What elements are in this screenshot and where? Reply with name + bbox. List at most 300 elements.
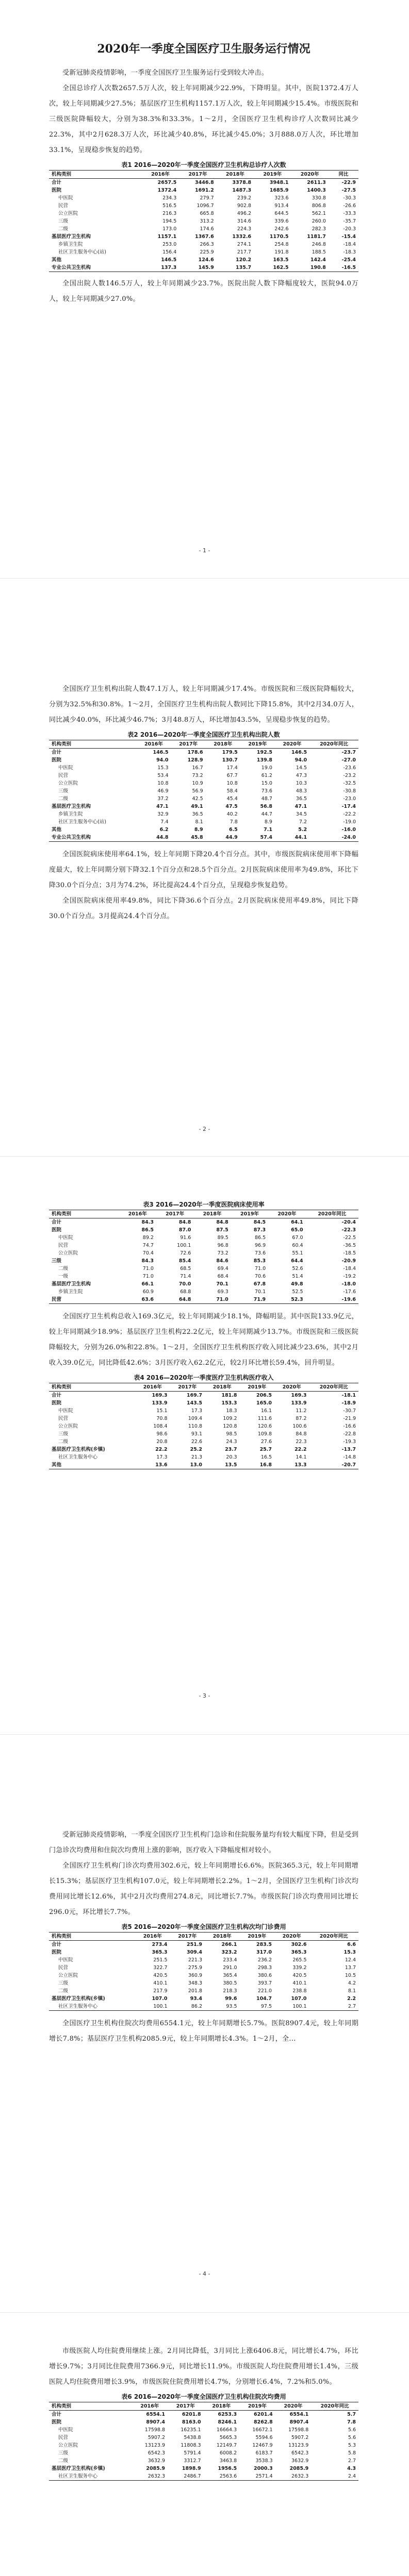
- table-row: [49, 818, 358, 826]
- table-cell: 313.2: [200, 218, 214, 224]
- table-cell: 130.7: [222, 757, 238, 763]
- column-header: 2020年同比: [309, 1383, 358, 1392]
- table-cell: 6183.7: [255, 2450, 273, 2456]
- table-cell: 52.6: [292, 1266, 303, 1272]
- table-cell: 6542.3: [148, 2450, 165, 2456]
- column-header: 2018年: [206, 740, 240, 749]
- table-4-caption: 表4 2016—2020年一季度医疗卫生机构医疗收入: [134, 1374, 274, 1381]
- table-cell: 6201.8: [182, 2412, 201, 2417]
- table-cell: 146.5: [153, 750, 169, 755]
- table-cell: -32.5: [343, 781, 356, 786]
- table-cell: 16235.1: [181, 2427, 201, 2433]
- table-row: [49, 1226, 358, 1234]
- table-cell: -27.0: [341, 757, 356, 763]
- table-cell: -18.0: [341, 1281, 356, 1287]
- table-cell: 10.3: [296, 781, 307, 786]
- table-cell: 44.8: [136, 834, 171, 842]
- table-cell: 302.6: [291, 1942, 307, 1947]
- table-cell: 21.3: [191, 1454, 203, 1460]
- column-header: 2016年: [135, 1933, 170, 1941]
- table-cell: 70.6: [255, 1274, 266, 1279]
- row-label: 三级: [58, 218, 69, 224]
- column-header: 2020年: [275, 740, 309, 749]
- table-cell: 69.4: [217, 1266, 228, 1272]
- table-cell: 139.8: [256, 757, 272, 763]
- table-row: [49, 1234, 358, 1242]
- table-cell: 179.5: [222, 750, 238, 755]
- table-row: [49, 1249, 358, 1257]
- table-cell: 6542.3: [291, 2450, 309, 2456]
- row-label: 社区卫生服务中心: [49, 2472, 132, 2481]
- table-cell: 5907.2: [148, 2435, 165, 2441]
- table-cell: -18.4: [343, 242, 356, 247]
- table-cell: 496.2: [237, 211, 252, 216]
- table-cell: 120.6: [257, 1423, 272, 1429]
- table-cell: 17598.8: [144, 2427, 165, 2433]
- row-label: 乡镇卫生院: [58, 242, 83, 247]
- table-cell: 20.8: [156, 1439, 168, 1445]
- table-cell: 169.7: [186, 1393, 203, 1398]
- table-cell: 91.6: [180, 1235, 191, 1241]
- column-header: 2017年: [170, 1383, 205, 1392]
- table-cell: 17598.8: [288, 2427, 309, 2433]
- table-cell: 85.4: [178, 1258, 191, 1264]
- table-cell: -24.0: [309, 834, 358, 842]
- table-cell: 165.0: [256, 1400, 272, 1406]
- table-cell: -30.7: [343, 1408, 356, 1414]
- page-1-content: [49, 40, 358, 307]
- table-cell: -23.2: [343, 773, 356, 778]
- row-label: 基层医疗卫生机构: [52, 234, 91, 240]
- table-cell: 13123.9: [288, 2443, 309, 2448]
- row-label: 乡镇卫生院: [58, 811, 83, 817]
- table-cell: 64.8: [156, 1296, 193, 1304]
- table-cell: -26.6: [343, 203, 356, 209]
- table-cell: 70.8: [156, 1416, 168, 1421]
- table-cell: 2085.9: [289, 2466, 309, 2471]
- table-cell: -33.3: [343, 211, 356, 216]
- table-cell: 5594.6: [255, 2435, 273, 2441]
- column-header: 2020年: [275, 2402, 312, 2411]
- table-row: [49, 2457, 358, 2465]
- table-cell: 110.8: [188, 1423, 203, 1429]
- table-cell: 1332.6: [232, 234, 252, 240]
- table-cell: -19.0: [343, 819, 356, 825]
- table-cell: 216.3: [162, 211, 177, 216]
- row-label: 二级: [58, 1439, 69, 1445]
- table-header-row: [49, 2402, 358, 2411]
- table-cell: 42.5: [192, 796, 203, 802]
- table-cell: 206.5: [256, 1393, 272, 1398]
- table-cell: 4.2: [348, 1980, 356, 1986]
- table-cell: 107.0: [152, 1996, 168, 2002]
- table-cell: 5.6: [348, 2435, 356, 2441]
- table-cell: 242.6: [274, 226, 289, 232]
- table-cell: -21.9: [343, 1416, 356, 1421]
- table-cell: 65.0: [291, 1227, 303, 1233]
- table-cell: 12149.7: [216, 2443, 237, 2448]
- table-cell: 71.0: [142, 1274, 154, 1279]
- row-label: 公立医院: [58, 2443, 78, 2448]
- table-cell: 2085.9: [146, 2466, 165, 2471]
- table-row: [49, 2418, 358, 2426]
- paragraph: 受新冠肺炎疫情影响，一季度全国医疗卫生机构门急诊和住院服务量均有较大幅度下降，但是受到门急诊次均费用和住院次均费用上涨的影响，医疗收入下降幅度相对较小。: [49, 1831, 358, 1854]
- table-cell: -18.5: [343, 1250, 356, 1256]
- table-row: [49, 1392, 358, 1400]
- table-cell: 251.5: [153, 1957, 168, 1963]
- table-cell: -20.4: [341, 1219, 356, 1225]
- table-cell: 365.3: [152, 1950, 168, 1955]
- table-cell: 239.2: [237, 195, 252, 201]
- row-label: 其他: [52, 257, 62, 263]
- table-cell: 6554.1: [289, 2412, 309, 2417]
- row-label: 二级: [58, 2458, 69, 2464]
- column-header: 2017年: [156, 1210, 193, 1218]
- table-cell: 17.3: [191, 1408, 203, 1414]
- table-cell: 27.6: [260, 1439, 272, 1445]
- table-cell: 16.1: [260, 1408, 272, 1414]
- table-cell: 71.9: [231, 1296, 268, 1304]
- table-cell: 8.9: [264, 819, 272, 825]
- table-cell: 8163.0: [182, 2419, 201, 2425]
- table-cell: 1691.2: [195, 188, 214, 193]
- table-cell: 5438.8: [184, 2435, 201, 2441]
- row-label: 社区卫生服务中心: [49, 2003, 135, 2011]
- table-cell: 10.8: [226, 781, 238, 786]
- table-cell: -35.7: [343, 218, 356, 224]
- row-label: 民营: [58, 2435, 69, 2441]
- table-cell: 73.6: [255, 1250, 266, 1256]
- table-cell: 178.6: [187, 750, 203, 755]
- row-label: 民营: [58, 1416, 69, 1421]
- table-cell: 93.1: [191, 1431, 203, 1437]
- table-cell: -23.0: [343, 796, 356, 802]
- table-cell: -22.8: [343, 1431, 356, 1437]
- table-cell: 260.0: [312, 218, 326, 224]
- table-cell: 64.1: [291, 1219, 303, 1225]
- table-cell: 86.5: [255, 1235, 266, 1241]
- row-label: 二级: [58, 1988, 69, 1994]
- row-label: 其他: [49, 1461, 135, 1469]
- document-title: 2020年一季度全国医疗卫生服务运行情况: [97, 42, 310, 56]
- table-cell: 7.1: [264, 827, 272, 833]
- table-1: [49, 170, 358, 272]
- row-label: 三级: [58, 1980, 69, 1986]
- paragraph: 全国出院人数146.5万人，较上年同期减少23.7%。医院出院人数下降幅度较大，医院94.0万人，较上年同期减少27.0%。: [49, 280, 358, 303]
- table-cell: 8246.1: [218, 2419, 237, 2425]
- paragraph: 全国医疗卫生机构门诊次均费用302.6元，较上年同期增长6.6%。医院365.3元，较上年同期增长15.3%；基层医疗卫生机构107.0元，较上年同期增长2.2%。1～2月，全国医疗卫生机构门诊次均费用同比增长12.6%，其中2月次均费用274.8元，同比增长7.7%。市级医院门诊次均费用同比增长296.0元，环比增长7.7%。: [49, 1862, 358, 1916]
- table-cell: 67.7: [226, 773, 238, 778]
- column-header: 2018年: [193, 1210, 231, 1218]
- table-cell: -16.6: [343, 1423, 356, 1429]
- table-cell: -22.2: [343, 811, 356, 817]
- table-cell: 47.3: [296, 773, 307, 778]
- table-cell: 142.4: [310, 257, 326, 263]
- table-5: [49, 1932, 358, 2011]
- table-cell: 67.8: [253, 1281, 266, 1287]
- table-cell: 5791.4: [184, 2450, 201, 2456]
- table-cell: 6008.2: [219, 2450, 237, 2456]
- table-cell: 163.5: [273, 257, 289, 263]
- table-row: [49, 179, 358, 187]
- table-cell: 266.1: [221, 1942, 237, 1947]
- table-cell: 221.3: [188, 1957, 203, 1963]
- table-cell: 17.4: [226, 765, 238, 771]
- column-header: 机构类别: [49, 1383, 135, 1392]
- row-label: 基层医疗卫生机构(乡镇): [52, 2466, 105, 2471]
- table-cell: 13.0: [170, 1461, 205, 1469]
- row-label: 医院: [52, 1400, 62, 1406]
- row-label: 民营: [58, 1965, 69, 1971]
- table-row: [49, 1972, 358, 1979]
- table-cell: 145.9: [179, 264, 216, 272]
- table-cell: 2657.5: [157, 180, 177, 185]
- table-6: [49, 2402, 358, 2481]
- table-cell: 120.2: [236, 257, 252, 263]
- table-row: [49, 2465, 358, 2472]
- table-cell: 89.5: [217, 1235, 228, 1241]
- row-label: 社区卫生服务中心(站): [58, 819, 106, 825]
- table-cell: 7.2: [299, 819, 307, 825]
- table-cell: 6201.4: [254, 2412, 273, 2417]
- table-cell: 16.5: [260, 1454, 272, 1460]
- row-label: 中医院: [58, 1235, 73, 1241]
- row-label: 医院: [52, 1227, 62, 1233]
- table-cell: 73.2: [217, 1250, 228, 1256]
- table-cell: -18.4: [343, 1266, 356, 1272]
- table-cell: 173.0: [162, 226, 177, 232]
- table-cell: 70.0: [178, 1281, 191, 1287]
- row-label: 民营: [58, 203, 69, 209]
- table-cell: -13.7: [341, 1447, 356, 1452]
- table-cell: 156.4: [162, 249, 177, 255]
- row-label: 基层医疗卫生机构: [52, 804, 91, 809]
- table-header-row: [49, 1383, 358, 1392]
- page-4-content: [49, 1827, 358, 2047]
- table-cell: 24.3: [226, 1439, 237, 1445]
- table-cell: 46.9: [157, 788, 169, 794]
- row-label: 三级: [58, 788, 69, 794]
- table-cell: 87.0: [178, 1227, 191, 1233]
- table-cell: -30.3: [343, 195, 356, 201]
- row-label: 公立医院: [58, 211, 78, 216]
- page-2: [0, 579, 409, 1157]
- row-label: 中医院: [58, 195, 73, 201]
- table-cell: -22.5: [343, 1235, 356, 1241]
- table-cell: 85.3: [253, 1258, 266, 1264]
- table-cell: 13.7: [345, 1965, 356, 1971]
- table-cell: 225.9: [200, 249, 214, 255]
- table-cell: 109.2: [223, 1416, 237, 1421]
- table-row: [49, 1415, 358, 1422]
- table-cell: 100.1: [177, 1243, 191, 1248]
- column-header: 2020年同比: [306, 1210, 358, 1218]
- table-cell: 1096.7: [197, 203, 214, 209]
- table-cell: 133.9: [291, 1400, 307, 1406]
- row-label: 专业公共卫生机构: [49, 264, 142, 272]
- table-cell: -23.6: [343, 765, 356, 771]
- row-label: 其他: [52, 827, 62, 833]
- table-cell: 266.3: [200, 242, 214, 247]
- row-label: 基层医疗卫生机构(乡镇): [52, 1447, 105, 1452]
- row-label: 中医院: [58, 1408, 73, 1414]
- table-cell: 14.5: [296, 765, 307, 771]
- table-cell: 23.7: [225, 1447, 237, 1452]
- table-row: [49, 1265, 358, 1273]
- table-cell: 44.7: [261, 811, 272, 817]
- page-5-content: [49, 2344, 358, 2481]
- table-cell: 17.3: [156, 1454, 168, 1460]
- table-cell: 16664.3: [216, 2427, 237, 2433]
- table-cell: 22.2: [155, 1447, 168, 1452]
- table-cell: 181.8: [221, 1393, 237, 1398]
- table-cell: 251.9: [186, 1942, 203, 1947]
- table-row: [49, 233, 358, 241]
- table-cell: -18.1: [341, 1393, 356, 1398]
- table-cell: 5907.2: [291, 2435, 309, 2441]
- table-row: [49, 1979, 358, 1987]
- table-row: [49, 1399, 358, 1407]
- table-cell: 12467.9: [252, 2443, 273, 2448]
- table-cell: 309.4: [186, 1950, 203, 1955]
- table-cell: 282.3: [312, 226, 326, 232]
- table-cell: 265.5: [292, 1957, 307, 1963]
- table-cell: 84.8: [216, 1219, 228, 1225]
- table-cell: 133.9: [152, 1400, 168, 1406]
- table-cell: 87.3: [253, 1227, 266, 1233]
- table-cell: 25.2: [190, 1447, 203, 1452]
- column-header: 机构类别: [49, 1210, 119, 1218]
- table-cell: -20.9: [341, 1258, 356, 1264]
- table-cell: 1157.1: [157, 234, 177, 240]
- table-cell: 53.4: [157, 773, 169, 778]
- paragraph: 全国医疗卫生机构总收入169.3亿元，较上年同期减少18.1%，降幅明显。其中医院133.9亿元，较上年同期减少18.9%；基层医疗卫生机构22.2亿元，较上年同期减少13.7%。市级医院和三级医院降幅较大，分别为26.0%和22.8%。1～2月，全国医疗卫生机构医疗收入同比减少23.6%，其中2月收入39.0亿元，同比降低42.6%；3月医疗收入62.2亿元，较2月环比增长59.4%，回升明显。: [49, 1313, 358, 1367]
- table-cell: 314.6: [237, 218, 252, 224]
- row-label: 公立医院: [58, 1423, 78, 1429]
- table-cell: 902.8: [237, 203, 252, 209]
- table-row: [49, 772, 358, 779]
- table-cell: 339.6: [274, 218, 289, 224]
- table-cell: 2486.7: [168, 2472, 204, 2481]
- table-cell: -20.7: [309, 1461, 358, 1469]
- row-label: 合计: [52, 1219, 62, 1225]
- table-cell: 14.1: [296, 1454, 307, 1460]
- table-cell: 3378.8: [232, 180, 252, 185]
- table-header-row: [49, 1933, 358, 1941]
- row-label: 公立医院: [58, 781, 78, 786]
- table-cell: 73.6: [261, 788, 272, 794]
- page-number: - 2 -: [199, 1126, 210, 1132]
- table-cell: 73.2: [192, 773, 203, 778]
- table-6-caption: 表6 2016—2020年一季度全国医疗卫生机构住院次均费用: [121, 2393, 286, 2400]
- table-cell: 1367.6: [195, 234, 214, 240]
- table-cell: 6253.3: [218, 2412, 237, 2417]
- table-cell: -14.8: [343, 1454, 356, 1460]
- table-row: [49, 187, 358, 194]
- table-cell: 48.3: [296, 788, 307, 794]
- table-cell: 6.5: [228, 827, 238, 833]
- column-header: 2019年: [239, 2402, 275, 2411]
- table-cell: 71.0: [193, 1296, 231, 1304]
- table-cell: 13123.9: [144, 2443, 165, 2448]
- table-cell: -22.9: [341, 180, 356, 185]
- table-row: [49, 1941, 358, 1949]
- table-cell: 291.0: [223, 1965, 237, 1971]
- table-cell: 1956.5: [218, 2466, 237, 2471]
- table-cell: -19.3: [343, 1439, 356, 1445]
- table-cell: 84.5: [253, 1219, 266, 1225]
- table-row: [49, 1422, 358, 1430]
- page-4: [0, 1735, 409, 2313]
- table-cell: 52.5: [292, 1289, 303, 1295]
- table-row: [49, 256, 358, 264]
- table-cell: 86.5: [141, 1227, 154, 1233]
- row-label: 医院: [52, 757, 62, 763]
- table-cell: 6.6: [347, 1942, 356, 1947]
- table-1-caption: 表1 2016—2020年一季度全国医疗卫生机构总诊疗人次数: [121, 161, 286, 168]
- column-header: 2020年同比: [309, 1933, 358, 1941]
- column-header: 2020年: [274, 1933, 309, 1941]
- table-row: [49, 1280, 358, 1288]
- table-cell: -16.5: [329, 264, 358, 272]
- table-row: [49, 1987, 358, 1995]
- table-cell: 60.9: [142, 1289, 154, 1295]
- table-cell: 48.7: [261, 796, 272, 802]
- table-cell: 217.7: [237, 249, 252, 255]
- table-cell: 120.8: [223, 1423, 237, 1429]
- table-cell: 47.1: [156, 804, 169, 809]
- table-cell: 10.9: [192, 781, 203, 786]
- table-cell: 238.8: [292, 1988, 307, 1994]
- table-cell: 3948.1: [269, 180, 289, 185]
- column-header: 2020年: [291, 171, 329, 179]
- table-cell: 2571.4: [239, 2472, 275, 2481]
- table-cell: 70.1: [216, 1281, 228, 1287]
- table-cell: 217.9: [153, 1988, 168, 1994]
- table-cell: 128.9: [187, 757, 203, 763]
- row-label: 二级: [58, 1266, 69, 1272]
- table-cell: 36.5: [296, 796, 307, 802]
- row-label: 民营: [58, 1243, 69, 1248]
- column-header: 2020年同比: [309, 740, 358, 749]
- row-label: 公立医院: [58, 1973, 78, 1978]
- table-header-row: [49, 171, 358, 179]
- table-cell: 3446.8: [195, 180, 214, 185]
- table-cell: 5.7: [347, 2412, 356, 2417]
- table-cell: 22.2: [295, 1447, 307, 1452]
- column-header: 机构类别: [49, 1933, 135, 1941]
- table-cell: 99.6: [225, 1996, 237, 2002]
- table-cell: 13.5: [205, 1461, 240, 1469]
- table-cell: 15.1: [156, 1408, 168, 1414]
- table-cell: 221.0: [257, 1988, 272, 1994]
- row-label: 合计: [52, 180, 62, 185]
- table-cell: 3463.8: [219, 2458, 237, 2464]
- table-cell: 234.3: [162, 195, 177, 201]
- table-cell: 100.1: [135, 2003, 170, 2011]
- table-cell: 330.8: [312, 195, 326, 201]
- table-cell: 34.5: [296, 811, 307, 817]
- table-cell: 8907.4: [289, 2419, 309, 2425]
- table-row: [49, 248, 358, 256]
- table-cell: 84.6: [216, 1258, 228, 1264]
- table-row: [49, 764, 358, 772]
- table-cell: 10.8: [157, 781, 169, 786]
- table-row: [49, 2426, 358, 2434]
- table-cell: 365.4: [223, 1973, 237, 1978]
- table-cell: -20.3: [343, 226, 356, 232]
- table-row: [49, 826, 358, 834]
